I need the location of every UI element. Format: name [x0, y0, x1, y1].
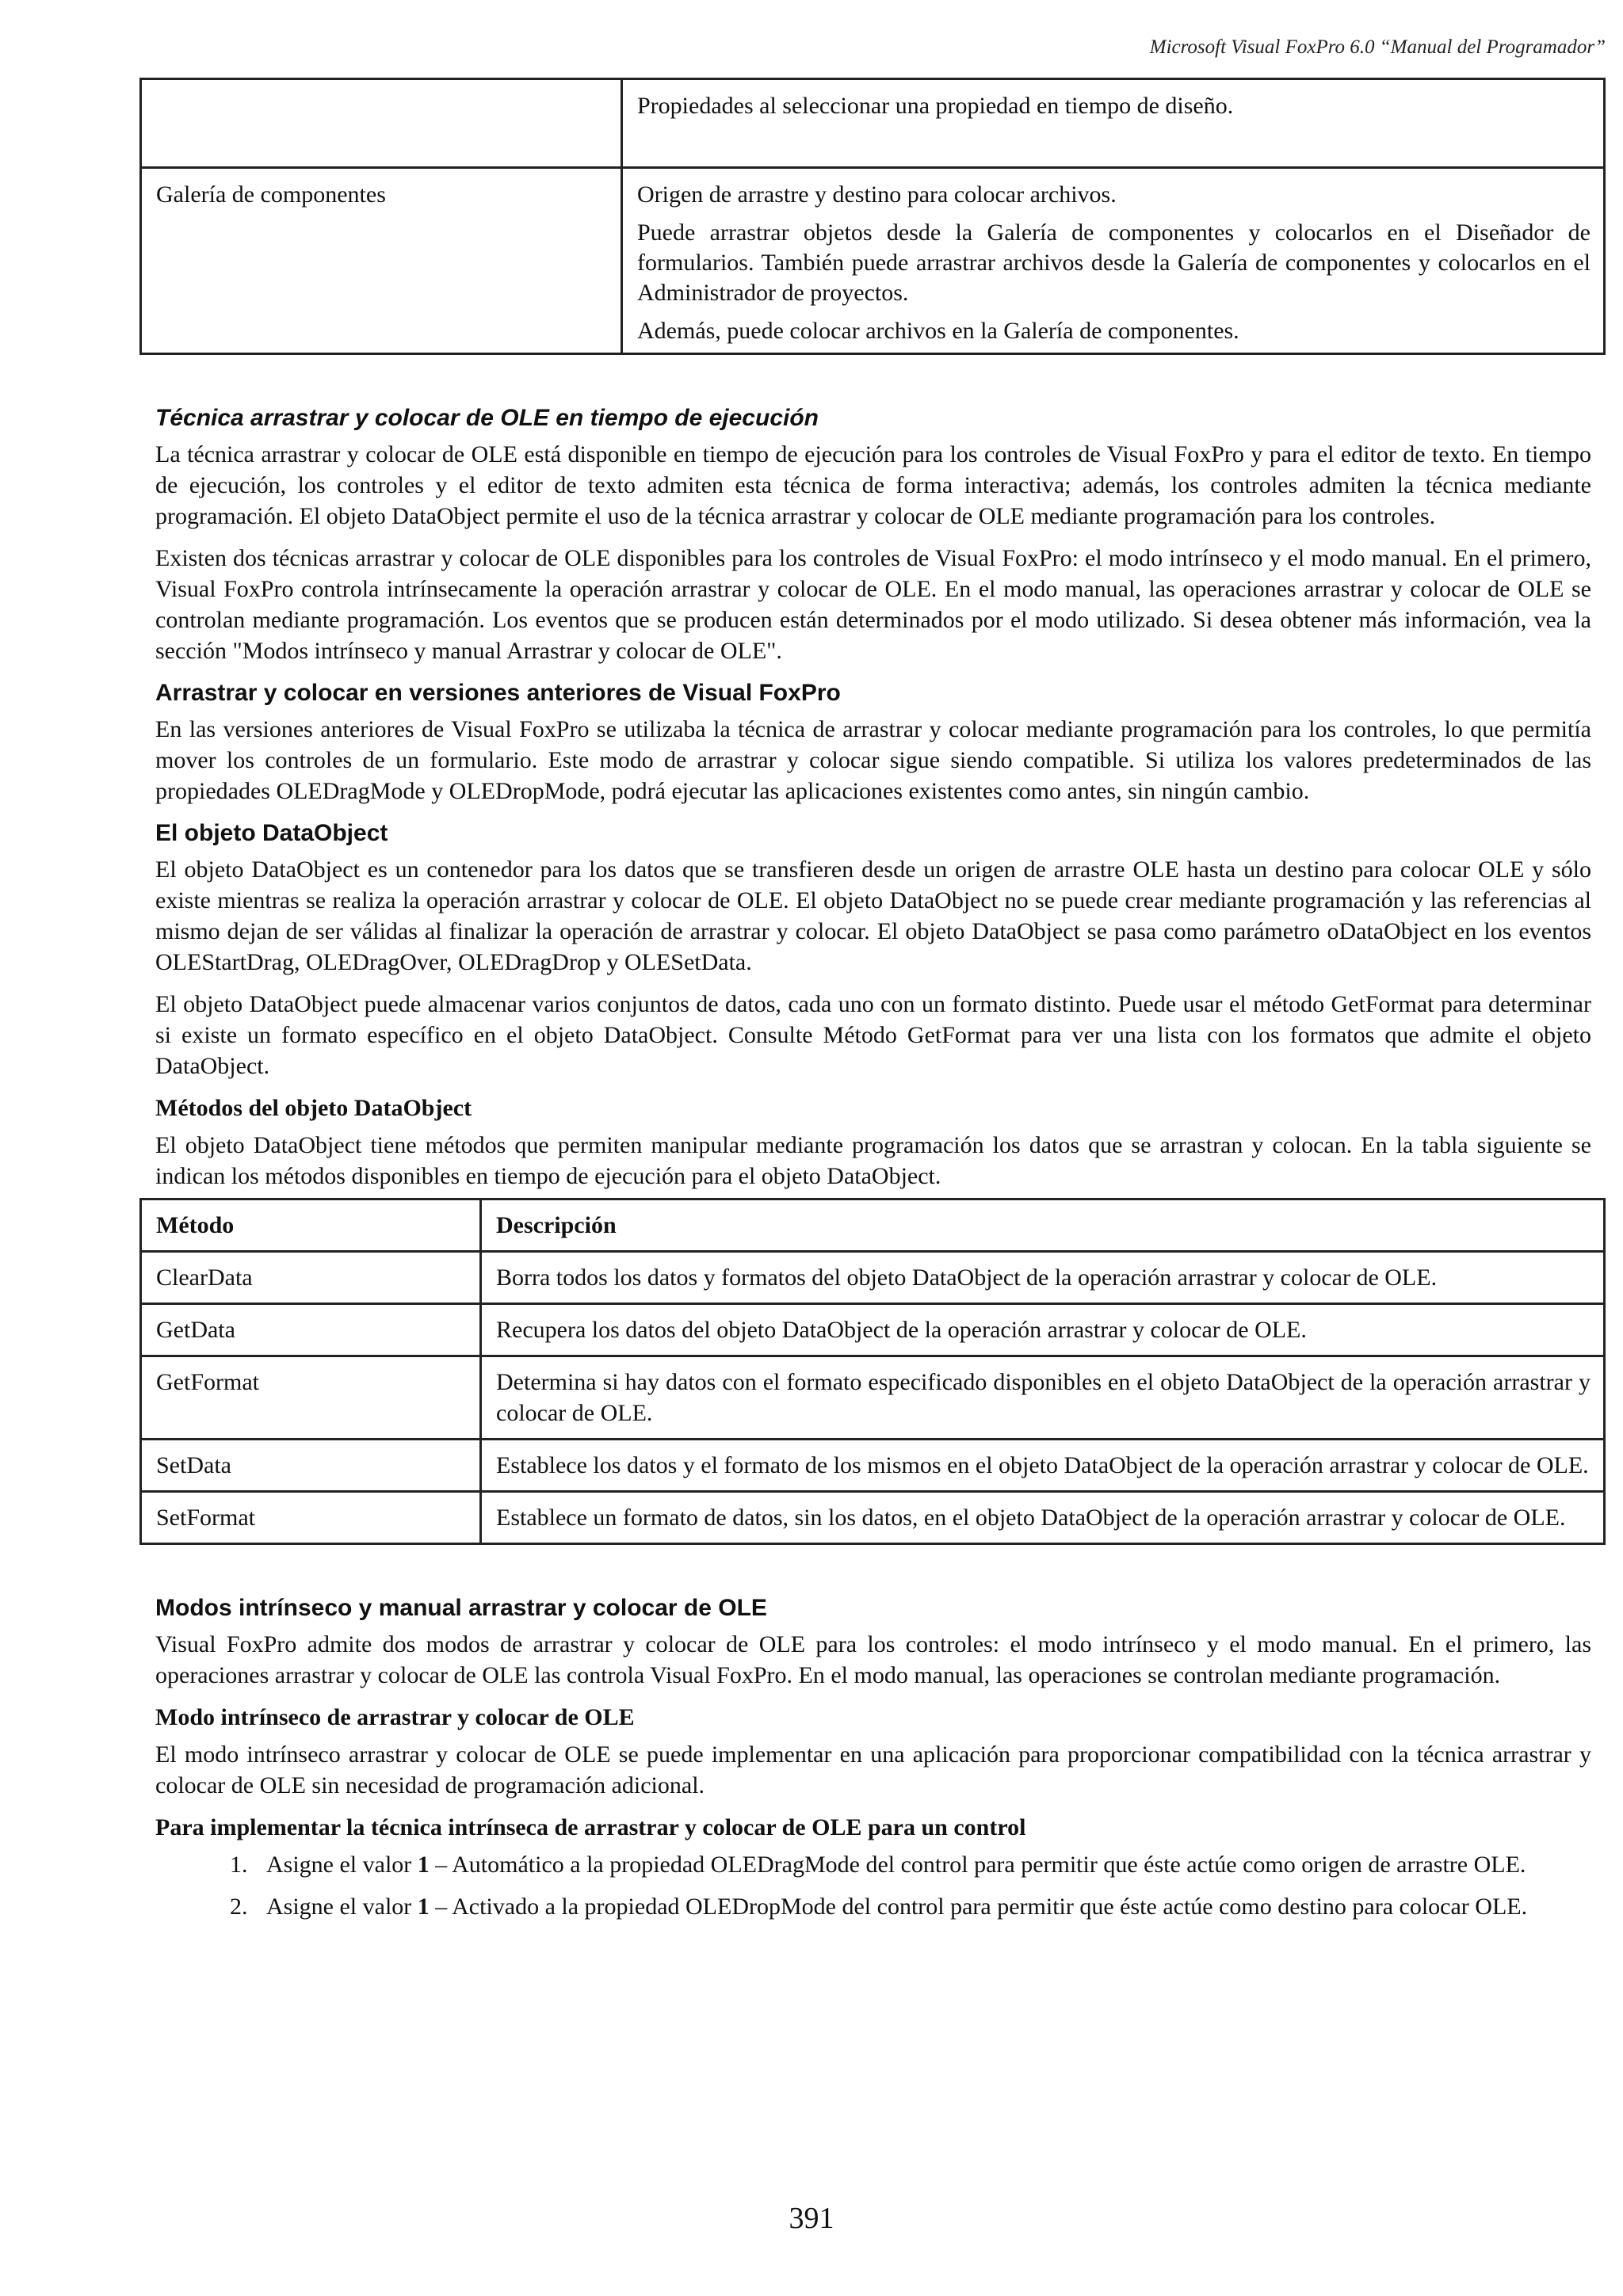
table-cell-label: Galería de componentes	[141, 168, 622, 354]
method-description-text: Determina si hay datos con el formato especificado disponibles en el objeto DataObject de la operación arrastrar y colocar de OLE.	[496, 1369, 1591, 1426]
method-description	[481, 1356, 1605, 1440]
cell-paragraph: Origen de arrastre y destino para colocar archivos.	[637, 181, 1117, 208]
table-cell-label	[141, 79, 622, 168]
cell-paragraph: Además, puede colocar archivos en la Galería de componentes.	[637, 318, 1239, 344]
procedure-steps	[155, 1849, 1591, 1922]
method-description	[481, 1440, 1605, 1492]
method-name: SetData	[141, 1440, 481, 1492]
table-row	[141, 1356, 1605, 1440]
step-text: – Automático a la propiedad OLEDragMode del control para permitir que éste actúe como origen de arrastre OLE.	[429, 1852, 1526, 1878]
running-header: Microsoft Visual FoxPro 6.0 “Manual del Programador”	[1149, 36, 1606, 58]
method-name: GetFormat	[141, 1356, 481, 1440]
table-row	[141, 1440, 1605, 1492]
method-name: GetData	[141, 1304, 481, 1356]
column-header-description: Descripción	[481, 1199, 1605, 1252]
section-heading-modes: Modos intrínseco y manual arrastrar y colocar de OLE	[155, 1595, 767, 1621]
method-description	[481, 1304, 1605, 1356]
paragraph: Visual FoxPro admite dos modos de arrastrar y colocar de OLE para los controles: el modo intrínseco y el modo manual. En el primero, las operaciones arrastrar y colocar de OLE las controla Visual FoxPro. En el modo manual, las operaciones se controlan mediante programación.	[155, 1631, 1591, 1688]
cell-paragraph: Propiedades al seleccionar una propiedad en tiempo de diseño.	[637, 93, 1234, 119]
paragraph: El objeto DataObject es un contenedor para los datos que se transfieren desde un origen de arrastre OLE hasta un destino para colocar OLE y sólo existe mientras se realiza la operación arrastrar y colocar de OLE. El objeto DataObject no se puede crear mediante programación y las referencias al mismo dejan de ser válidas al finalizar la operación de arrastrar y colocar. El objeto DataObject se pasa como parámetro oDataObject en los eventos OLEStartDrag, OLEDragOver, OLEDragDrop y OLESetData.	[155, 856, 1591, 975]
paragraph: Existen dos técnicas arrastrar y colocar de OLE disponibles para los controles de Visual FoxPro: el modo intrínseco y el modo manual. En el primero, Visual FoxPro controla intrínsecamente la operación arrastrar y colocar de OLE. En el modo manual, las operaciones arrastrar y colocar de OLE se controlan mediante programación. Los eventos que se producen están determinados por el modo utilizado. Si desea obtener más información, vea la sección "Modos intrínseco y manual Arrastrar y colocar de OLE".	[155, 545, 1591, 664]
method-name: SetFormat	[141, 1492, 481, 1544]
paragraph: El objeto DataObject puede almacenar varios conjuntos de datos, cada uno con un formato distinto. Puede usar el método GetFormat para determinar si existe un formato específico en el objeto DataObject. Consulte Método GetFormat para ver una lista con los formatos que admite el objeto DataObject.	[155, 991, 1591, 1079]
page-number: 391	[789, 2202, 834, 2235]
dataobject-methods-table	[139, 1198, 1606, 1545]
method-description-text: Establece un formato de datos, sin los datos, en el objeto DataObject de la operación arrastrar y colocar de OLE.	[496, 1505, 1566, 1531]
subheading-dataobject-methods: Métodos del objeto DataObject	[155, 1095, 472, 1121]
cell-paragraph: Puede arrastrar objetos desde la Galería de componentes y colocarlos en el Diseñador de formularios. También puede arrastrar archivos desde la Galería de componentes y colocarlos en el Administrador de proyectos.	[637, 219, 1591, 306]
table-row	[141, 1304, 1605, 1356]
table-cell-description	[622, 168, 1605, 354]
method-description-text: Establece los datos y el formato de los mismos en el objeto DataObject de la operación arrastrar y colocar de OLE.	[496, 1452, 1589, 1478]
paragraph: El objeto DataObject tiene métodos que permiten manipular mediante programación los datos que se arrastran y colocan. En la tabla siguiente se indican los métodos disponibles en tiempo de ejecución para el objeto DataObject.	[155, 1132, 1591, 1189]
paragraph: El modo intrínseco arrastrar y colocar de OLE se puede implementar en una aplicación para proporcionar compatibilidad con la técnica arrastrar y colocar de OLE sin necesidad de programación adicional.	[155, 1741, 1591, 1798]
table-row	[141, 1492, 1605, 1544]
table-header-row	[141, 1199, 1605, 1252]
section-heading-previous-versions: Arrastrar y colocar en versiones anteriores de Visual FoxPro	[155, 680, 841, 706]
step-text: Asigne el valor	[266, 1894, 418, 1920]
method-description	[481, 1252, 1605, 1304]
components-table	[139, 78, 1606, 355]
method-description	[481, 1492, 1605, 1544]
procedure-heading: Para implementar la técnica intrínseca de arrastrar y colocar de OLE para un control	[155, 1814, 1026, 1840]
step-value: 1	[417, 1894, 430, 1920]
method-description-text: Recupera los datos del objeto DataObject de la operación arrastrar y colocar de OLE.	[496, 1317, 1307, 1343]
step-value: 1	[417, 1852, 430, 1878]
list-item	[254, 1891, 1591, 1922]
subheading-intrinsic-mode: Modo intrínseco de arrastrar y colocar de OLE	[155, 1704, 635, 1730]
paragraph: La técnica arrastrar y colocar de OLE está disponible en tiempo de ejecución para los controles de Visual FoxPro y para el editor de texto. En tiempo de ejecución, los controles y el editor de texto admiten esta técnica de forma interactiva; además, los controles admiten la técnica mediante programación. El objeto DataObject permite el uso de la técnica arrastrar y colocar de OLE mediante programación para los controles.	[155, 441, 1591, 529]
step-text: Asigne el valor	[266, 1852, 418, 1878]
section-heading-runtime: Técnica arrastrar y colocar de OLE en tiempo de ejecución	[155, 405, 819, 431]
section-heading-dataobject: El objeto DataObject	[155, 820, 388, 846]
column-header-method: Método	[141, 1199, 481, 1252]
table-cell-description	[622, 79, 1605, 168]
table-row	[141, 168, 1605, 354]
paragraph: En las versiones anteriores de Visual FoxPro se utilizaba la técnica de arrastrar y colocar mediante programación para los controles, lo que permitía mover los controles de un formulario. Este modo de arrastrar y colocar sigue siendo compatible. Si utiliza los valores predeterminados de las propiedades OLEDragMode y OLEDropMode, podrá ejecutar las aplicaciones existentes como antes, sin ningún cambio.	[155, 716, 1591, 804]
main-content	[155, 402, 1591, 1933]
table-row	[141, 79, 1605, 168]
list-item	[254, 1849, 1591, 1880]
method-name: ClearData	[141, 1252, 481, 1304]
method-description-text: Borra todos los datos y formatos del objeto DataObject de la operación arrastrar y colocar de OLE.	[496, 1264, 1438, 1291]
step-text: – Activado a la propiedad OLEDropMode del control para permitir que éste actúe como destino para colocar OLE.	[429, 1894, 1528, 1920]
table-row	[141, 1252, 1605, 1304]
